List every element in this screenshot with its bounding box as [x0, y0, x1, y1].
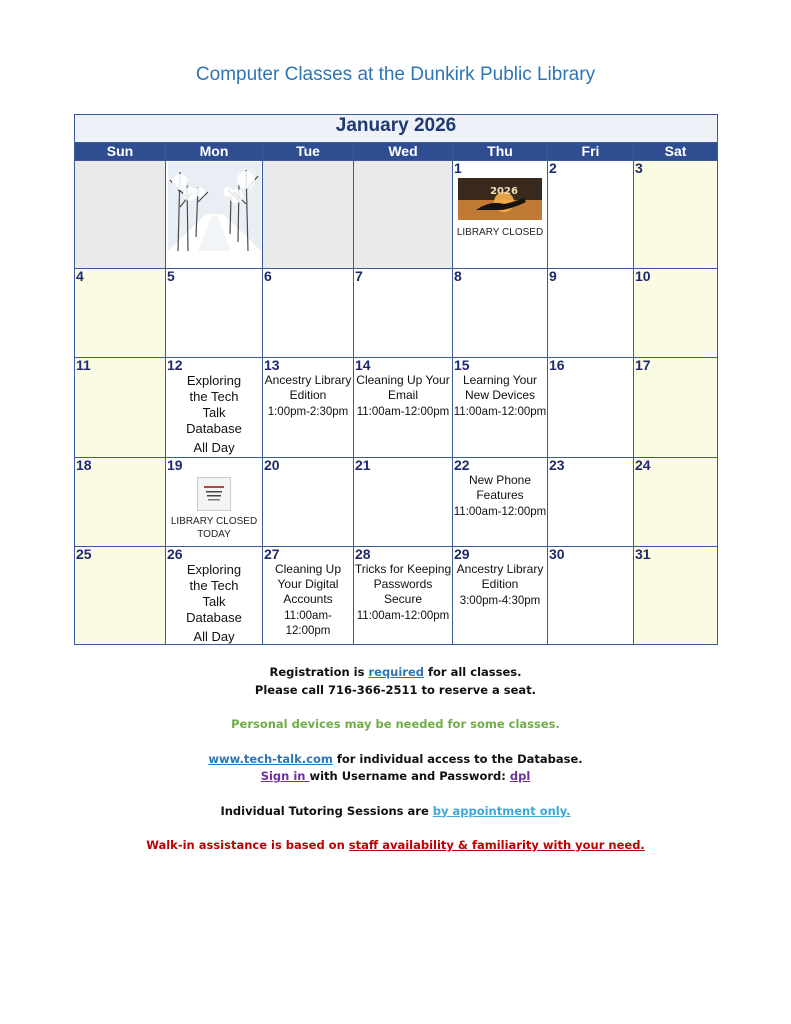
day-cell-9 — [548, 269, 634, 358]
day-cell-3 — [634, 161, 718, 269]
day-number: 28 — [355, 546, 371, 562]
day-cell-16 — [548, 358, 634, 458]
day-cell-12 — [166, 358, 263, 458]
day-cell-20 — [263, 458, 354, 547]
day-cell-6 — [263, 269, 354, 358]
day-cell-22 — [453, 458, 548, 547]
day-number: 13 — [264, 357, 280, 373]
day-header-sun: Sun — [75, 143, 166, 161]
day-header-fri: Fri — [548, 143, 634, 161]
day-cell-8 — [453, 269, 548, 358]
day-number: 14 — [355, 357, 371, 373]
event-time: 11:00am-12:00pm — [453, 506, 547, 518]
day-number: 29 — [454, 546, 470, 562]
day-number: 5 — [167, 268, 175, 284]
class-event — [354, 562, 452, 624]
devices-note: Personal devices may be needed for some classes. — [231, 717, 560, 731]
library-closed-note: LIBRARY CLOSED — [456, 227, 544, 238]
event-title: Tricks for Keeping Passwords Secure — [354, 562, 452, 606]
day-number: 19 — [167, 457, 183, 473]
class-event — [263, 373, 353, 420]
site-text: for individual access to the Database. — [332, 751, 583, 766]
day-number: 7 — [355, 268, 363, 284]
event-title: New Phone Features — [468, 473, 532, 502]
empty-day-cell — [263, 161, 354, 269]
day-number: 24 — [635, 457, 651, 473]
event-title: Exploring the Tech Talk Database — [186, 562, 242, 625]
day-number: 3 — [635, 160, 643, 176]
day-cell-11 — [75, 358, 166, 458]
day-number: 1 — [454, 160, 462, 176]
day-header-wed: Wed — [354, 143, 453, 161]
event-time: 11:00am-12:00pm — [356, 406, 450, 418]
week-row — [75, 161, 718, 269]
class-event — [453, 373, 547, 420]
registration-text: Registration is — [269, 665, 369, 679]
empty-day-cell — [354, 161, 453, 269]
page-title: Computer Classes at the Dunkirk Public Library — [195, 64, 596, 85]
day-cell-29 — [453, 547, 548, 645]
class-event — [453, 473, 547, 520]
month-title: January 2026 — [75, 115, 718, 143]
event-title: Ancestry Library Edition — [456, 562, 544, 591]
day-number: 31 — [635, 546, 651, 562]
event-title: Cleaning Up Your Email — [356, 373, 450, 402]
event-time: All Day — [193, 440, 235, 455]
event-time: 3:00pm-4:30pm — [459, 595, 541, 607]
day-cell-21 — [354, 458, 453, 547]
walkin-text: Walk-in assistance is based on — [146, 838, 349, 852]
day-number: 9 — [549, 268, 557, 284]
call-line: Please call 716-366-2511 to reserve a seat. — [254, 682, 537, 697]
mlk-day-logo-image — [197, 477, 231, 511]
day-number: 12 — [167, 357, 183, 373]
empty-day-cell — [166, 161, 263, 269]
week-row — [75, 358, 718, 458]
day-cell-26 — [166, 547, 263, 645]
day-number: 6 — [264, 268, 272, 284]
sign-in-link[interactable]: Sign in — [260, 769, 310, 783]
day-cell-27 — [263, 547, 354, 645]
day-number: 22 — [454, 457, 470, 473]
day-cell-14 — [354, 358, 453, 458]
password-link[interactable]: dpl — [509, 769, 531, 783]
event-time: 11:00am-12:00pm — [453, 406, 547, 418]
day-cell-7 — [354, 269, 453, 358]
day-cell-31 — [634, 547, 718, 645]
week-row — [75, 547, 718, 645]
snowy-trees-image — [168, 162, 261, 251]
day-cell-5 — [166, 269, 263, 358]
day-cell-19 — [166, 458, 263, 547]
tech-talk-link[interactable]: www.tech-talk.com — [208, 751, 333, 766]
day-number: 27 — [264, 546, 280, 562]
day-number: 8 — [454, 268, 462, 284]
day-header-mon: Mon — [166, 143, 263, 161]
week-row — [75, 458, 718, 547]
svg-text:2026: 2026 — [490, 186, 518, 197]
day-header-sat: Sat — [634, 143, 718, 161]
day-header-tue: Tue — [263, 143, 354, 161]
day-number: 20 — [264, 457, 280, 473]
day-number: 16 — [549, 357, 565, 373]
day-cell-23 — [548, 458, 634, 547]
day-cell-28 — [354, 547, 453, 645]
week-row — [75, 269, 718, 358]
event-time: 11:00am-12:00pm — [356, 610, 450, 622]
event-title: Exploring the Tech Talk Database — [186, 373, 242, 436]
event-title: Cleaning Up Your Digital Accounts — [274, 562, 342, 606]
tutoring-text: Individual Tutoring Sessions are — [220, 803, 433, 818]
day-number: 21 — [355, 457, 371, 473]
signin-text: with Username and Password: — [309, 769, 510, 783]
calendar-table — [74, 114, 718, 645]
required-link[interactable]: required — [368, 665, 425, 679]
empty-day-cell — [75, 161, 166, 269]
event-time: 1:00pm-2:30pm — [267, 406, 349, 418]
day-cell-13 — [263, 358, 354, 458]
day-cell-1 — [453, 161, 548, 269]
class-event — [166, 562, 262, 644]
tutoring-line — [0, 803, 791, 821]
day-number: 26 — [167, 546, 183, 562]
day-cell-30 — [548, 547, 634, 645]
day-number: 23 — [549, 457, 565, 473]
day-number: 15 — [454, 357, 470, 373]
day-cell-24 — [634, 458, 718, 547]
day-cell-4 — [75, 269, 166, 358]
event-title: Learning Your New Devices — [462, 373, 538, 402]
day-number: 2 — [549, 160, 557, 176]
day-cell-10 — [634, 269, 718, 358]
day-number: 30 — [549, 546, 565, 562]
day-cell-17 — [634, 358, 718, 458]
day-number: 25 — [76, 546, 92, 562]
footer-info — [0, 664, 791, 855]
event-time: All Day — [193, 629, 235, 644]
event-time: 11:00am-12:00pm — [284, 610, 332, 637]
day-cell-18 — [75, 458, 166, 547]
day-number: 10 — [635, 268, 651, 284]
library-closed-note: LIBRARY CLOSED TODAY — [170, 516, 258, 540]
day-number: 11 — [76, 357, 91, 373]
walkin-line — [0, 837, 791, 855]
class-event — [263, 562, 353, 639]
appointment-link[interactable]: by appointment only. — [432, 803, 571, 818]
staff-availability-link[interactable]: staff availability & familiarity with your need. — [348, 838, 645, 852]
day-cell-2 — [548, 161, 634, 269]
day-cell-25 — [75, 547, 166, 645]
registration-line — [0, 664, 791, 682]
class-event — [453, 562, 547, 609]
class-event — [354, 373, 452, 420]
new-year-2026-image — [458, 178, 542, 220]
day-number: 4 — [76, 268, 84, 284]
class-event — [166, 373, 262, 455]
signin-line — [0, 768, 791, 786]
site-line — [0, 751, 791, 769]
event-title: Ancestry Library Edition — [264, 373, 352, 402]
day-number: 17 — [635, 357, 651, 373]
day-number: 18 — [76, 457, 92, 473]
registration-text-end: for all classes. — [424, 665, 522, 679]
day-header-thu: Thu — [453, 143, 548, 161]
day-cell-15 — [453, 358, 548, 458]
